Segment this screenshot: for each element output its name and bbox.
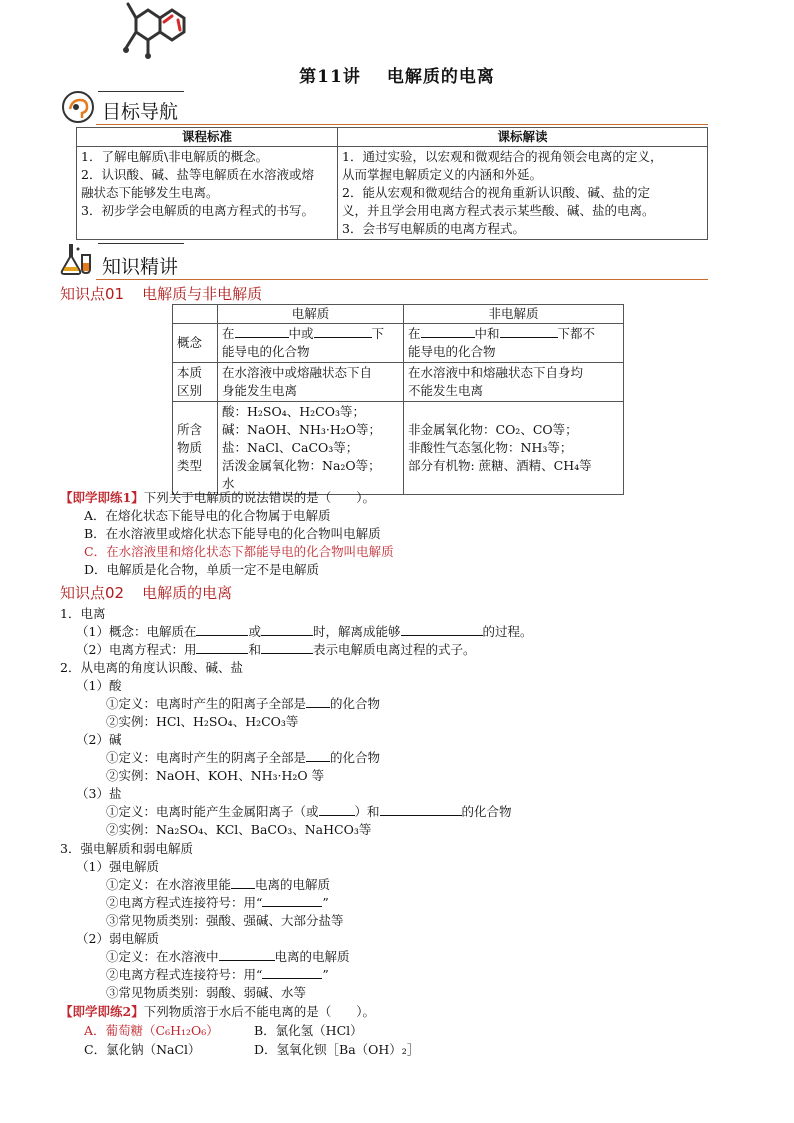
concept-nonelectrolyte: 在 中和 下都不 能导电的化合物	[404, 324, 624, 363]
ex2-option-c[interactable]: C．氯化钠（NaCl）	[84, 1042, 201, 1057]
knowledge-heading: 知识精讲	[102, 256, 179, 278]
blank[interactable]	[261, 641, 313, 654]
s2-base: （2）碱	[76, 732, 122, 747]
blank[interactable]	[421, 325, 475, 338]
s3-strong-eq: ②电离方程式连接符号：用“ ”	[106, 895, 329, 910]
blank[interactable]	[196, 641, 248, 654]
s1-equation: （2）电离方程式：用 和 表示电解质电离过程的式子。	[76, 642, 476, 657]
kp02-heading	[60, 582, 232, 603]
blank[interactable]	[235, 325, 289, 338]
naphthalene-logo	[118, 0, 198, 62]
ex1-option-c[interactable]: C．在水溶液里和熔化状态下都能导电的化合物叫电解质	[84, 544, 394, 559]
goal-reading-1b: 从而掌握电解质定义的内涵和外延。	[342, 167, 543, 182]
row-concept-label: 概念	[173, 324, 218, 363]
blank[interactable]	[306, 695, 330, 708]
kp01-heading	[60, 283, 262, 304]
blank[interactable]	[500, 325, 558, 338]
ex1-question: 【即学即练1】下列关于电解质的说法错误的是（ ）。	[60, 490, 375, 505]
s3-weak: （2）弱电解质	[76, 931, 159, 946]
electrolyte-compare-table	[172, 304, 624, 495]
ex2-tag: 【即学即练2】	[60, 1004, 144, 1019]
kp02-title: 电解质的电离	[142, 584, 233, 602]
kp01-label: 知识点01	[60, 285, 125, 303]
essence-electrolyte: 在水溶液中或熔融状态下自 身能发生电离	[218, 363, 404, 402]
s2-heading: 2．从电离的角度认识酸、碱、盐	[60, 660, 243, 675]
blank[interactable]	[401, 623, 483, 636]
s3-strong: （1）强电解质	[76, 859, 159, 874]
goal-col1-header: 课程标准	[77, 128, 338, 147]
lecture-topic: 电解质的电离	[386, 67, 495, 87]
flask-icon	[58, 241, 94, 277]
ex1-option-d[interactable]: D．电解质是化合物，单质一定不是电解质	[84, 562, 320, 577]
ex2-option-d[interactable]: D．氢氧化钡［Ba（OH）₂］	[254, 1042, 420, 1057]
s2-salt-ex: ②实例：Na₂SO₄、KCl、BaCO₃、NaHCO₃等	[106, 822, 372, 837]
knowledge-top-rule	[98, 243, 184, 244]
goal-standard-1: 1．了解电解质\非电解质的概念。	[81, 149, 269, 164]
goal-table	[76, 127, 708, 240]
s2-salt: （3）盐	[76, 786, 122, 801]
kp02-label: 知识点02	[60, 584, 125, 602]
row-essence-label: 本质 区别	[173, 363, 218, 402]
blank[interactable]	[314, 325, 372, 338]
essence-nonelectrolyte: 在水溶液中和熔融状态下自身均 不能发生电离	[404, 363, 624, 402]
ex1-option-a[interactable]: A．在熔化状态下能导电的化合物属于电解质	[84, 508, 331, 523]
s1-concept: （1）概念：电解质在 或 时，解离成能够 的过程。	[76, 624, 533, 639]
ex2-option-b[interactable]: B．氯化氢（HCl）	[254, 1023, 363, 1038]
blank[interactable]	[306, 749, 330, 762]
goal-col2-header: 课标解读	[338, 128, 708, 147]
ex1-tag: 【即学即练1】	[60, 490, 144, 505]
goal-col1-cell	[77, 147, 338, 240]
s2-acid: （1）酸	[76, 678, 122, 693]
blank[interactable]	[261, 623, 313, 636]
goal-reading-2b: 义，并且学会用电离方程式表示某些酸、碱、盐的电离。	[342, 203, 655, 218]
goal-heading: 目标导航	[102, 101, 179, 123]
ex2-question: 【即学即练2】下列物质溶于水后不能电离的是（ ）。	[60, 1004, 375, 1019]
blank[interactable]	[219, 948, 275, 961]
blank[interactable]	[380, 803, 462, 816]
blank[interactable]	[262, 966, 322, 979]
blank[interactable]	[196, 623, 248, 636]
compare-header-nonelectrolyte: 非电解质	[404, 305, 624, 324]
goal-standard-2a: 2．认识酸、碱、盐等电解质在水溶液或熔	[81, 167, 314, 182]
goal-standard-2b: 融状态下能够发生电离。	[81, 185, 219, 200]
ex1-option-b[interactable]: B．在水溶液里或熔化状态下能导电的化合物叫电解质	[84, 526, 381, 541]
target-brain-icon	[60, 89, 96, 125]
page-title	[0, 62, 794, 87]
types-electrolyte: 酸：H₂SO₄、H₂CO₃等； 碱：NaOH、NH₃·H₂O等； 盐：NaCl、CaCO₃等； 活泼金属氧化物：Na₂O等； 水	[218, 402, 404, 495]
goal-col2-cell	[338, 147, 708, 240]
kp01-title: 电解质与非电解质	[142, 285, 263, 303]
s2-acid-ex: ②实例：HCl、H₂SO₄、H₂CO₃等	[106, 714, 299, 729]
compare-header-electrolyte: 电解质	[218, 305, 404, 324]
s2-base-ex: ②实例：NaOH、KOH、NH₃·H₂O 等	[106, 768, 325, 783]
types-nonelectrolyte: 非金属氧化物：CO₂、CO等； 非酸性气态氢化物：NH₃等； 部分有机物: 蔗糖、酒精、CH₄等	[404, 402, 624, 495]
s3-heading: 3．强电解质和弱电解质	[60, 841, 193, 856]
goal-reading-2a: 2．能从宏观和微观结合的视角重新认识酸、碱、盐的定	[342, 185, 650, 200]
s3-strong-def: ①定义：在水溶液里能 电离的电解质	[106, 877, 331, 892]
compare-corner	[173, 305, 218, 324]
s3-strong-types: ③常见物质类别：强酸、强碱、大部分盐等	[106, 913, 344, 928]
lecture-number: 第11讲	[299, 67, 361, 87]
s1-heading: 1．电离	[60, 606, 106, 621]
row-types-label: 所含 物质 类型	[173, 402, 218, 495]
goal-standard-3: 3．初步学会电解质的电离方程式的书写。	[81, 203, 314, 218]
s2-salt-def: ①定义：电离时能产生金属阳离子（或 ）和 的化合物	[106, 804, 512, 819]
ex2-option-a[interactable]: A．葡萄糖（C₆H₁₂O₆）	[84, 1023, 219, 1038]
blank[interactable]	[319, 803, 355, 816]
s3-weak-def: ①定义：在水溶液中 电离的电解质	[106, 949, 350, 964]
s3-weak-eq: ②电离方程式连接符号：用“ ”	[106, 967, 329, 982]
blank[interactable]	[231, 876, 255, 889]
concept-electrolyte: 在 中或 下 能导电的化合物	[218, 324, 404, 363]
goal-top-rule	[98, 91, 184, 92]
s2-base-def: ①定义：电离时产生的阴离子全部是 的化合物	[106, 750, 381, 765]
knowledge-underline	[96, 279, 708, 280]
blank[interactable]	[262, 894, 322, 907]
goal-reading-3: 3．会书写电解质的电离方程式。	[342, 221, 525, 236]
s3-weak-types: ③常见物质类别：弱酸、弱碱、水等	[106, 985, 307, 1000]
s2-acid-def: ①定义：电离时产生的阳离子全部是 的化合物	[106, 696, 381, 711]
goal-reading-1a: 1．通过实验，以宏观和微观结合的视角领会电离的定义，	[342, 149, 663, 164]
goal-underline	[96, 124, 708, 125]
